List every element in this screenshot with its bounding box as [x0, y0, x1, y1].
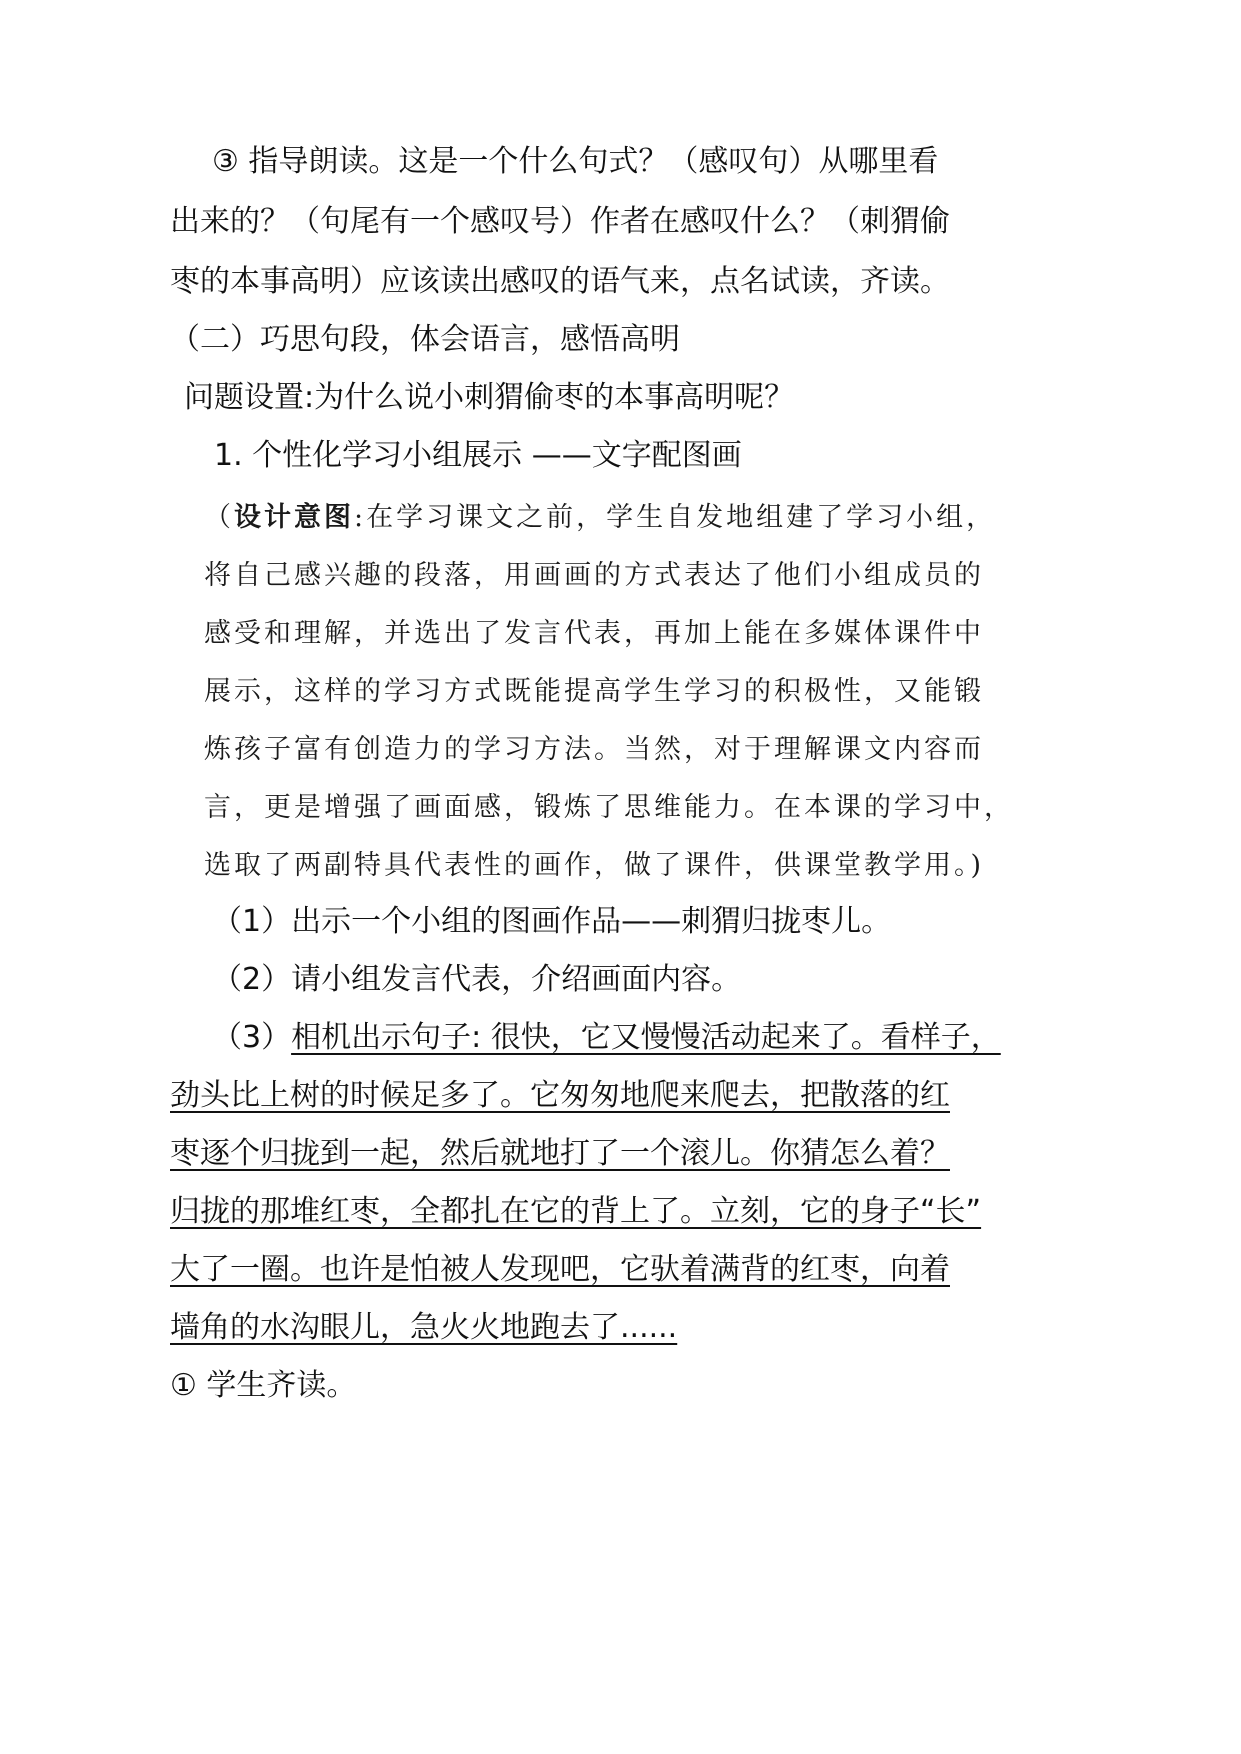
design-intent-line-5: 炼孩子富有创造力的学习方法。当然，对于理解课文内容而: [204, 734, 984, 765]
step-2: （2）请小组发言代表，介绍画面内容。: [212, 962, 742, 997]
section-heading: （二）巧思句段，体会语言，感悟高明: [170, 322, 680, 357]
design-intent-line-6: 言，更是增强了画面感，锻炼了思维能力。在本课的学习中，: [204, 792, 1014, 823]
design-intent-label: 设计意图: [234, 502, 354, 533]
design-intent-line-3: 感受和理解，并选出了发言代表，再加上能在多媒体课件中: [204, 618, 984, 649]
design-intent-line-4: 展示，这样的学习方式既能提高学生学习的积极性，又能锻: [204, 676, 984, 707]
list-item-1-heading: 1. 个性化学习小组展示 ——文字配图画: [214, 438, 742, 473]
question-setting: 问题设置:为什么说小刺猬偷枣的本事高明呢？: [184, 380, 795, 415]
step-1: （1）出示一个小组的图画作品——刺猬归拢枣儿。: [212, 904, 892, 939]
quote-line-6-text: 墙角的水沟眼儿，急火火地跑去了......: [170, 1310, 678, 1345]
quote-line-2-text: 劲头比上树的时候足多了。它匆匆地爬来爬去，把散落的红: [170, 1078, 950, 1113]
step-3-line-1: [212, 1018, 1001, 1058]
quote-line-3-text: 枣逐个归拢到一起，然后就地打了一个滚儿。你猜怎么着？: [170, 1136, 950, 1171]
design-intent-line-2: 将自己感兴趣的段落，用画画的方式表达了他们小组成员的: [204, 560, 984, 591]
step-3-quote-start: 相机出示句子: 很快，它又慢慢活动起来了。看样子，: [291, 1020, 1001, 1055]
quote-line-6: [170, 1308, 677, 1348]
quote-line-5: [170, 1250, 950, 1290]
quote-line-4-text: 归拢的那堆红枣，全都扎在它的背上了。立刻，它的身子“长”: [170, 1194, 982, 1229]
step-3-prefix: （3）: [212, 1020, 292, 1055]
paragraph-reading-guide-line-1: ③ 指导朗读。这是一个什么句式？（感叹句）从哪里看: [212, 144, 939, 179]
design-intent-first-text: :在学习课文之前，学生自发地组建了学习小组，: [354, 502, 997, 533]
design-intent-line-7: 选取了两副特具代表性的画作，做了课件，供课堂教学用。): [204, 850, 985, 881]
quote-line-4: [170, 1192, 981, 1232]
quote-line-5-text: 大了一圈。也许是怕被人发现吧，它驮着满背的红枣，向着: [170, 1252, 950, 1287]
paragraph-reading-guide-line-2: 出来的？（句尾有一个感叹号）作者在感叹什么？（刺猬偷: [170, 204, 950, 239]
design-intent-open-paren: （: [204, 502, 234, 533]
quote-line-3: [170, 1134, 950, 1174]
final-step: ① 学生齐读。: [170, 1368, 357, 1403]
design-intent-line-1: [204, 498, 996, 538]
paragraph-reading-guide-line-3: 枣的本事高明）应该读出感叹的语气来，点名试读，齐读。: [170, 264, 950, 299]
quote-line-2: [170, 1076, 950, 1116]
